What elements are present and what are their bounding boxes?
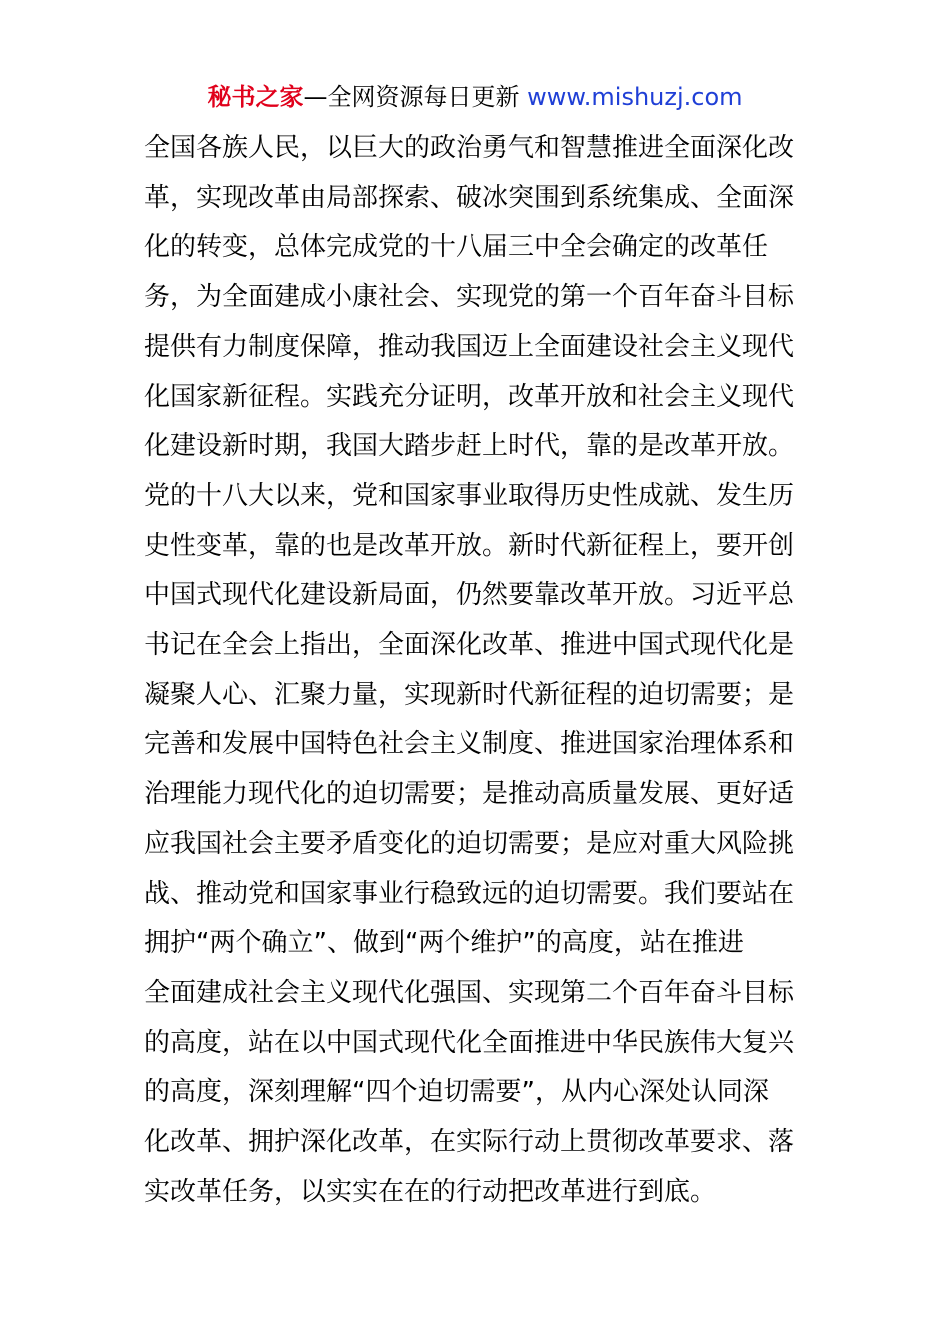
- text-line: 提供有力制度保障，推动我国迈上全面建设社会主义现代: [144, 331, 795, 362]
- page-header: [0, 80, 950, 114]
- text-line: 党的十八大以来，党和国家事业取得历史性成就、发生历: [144, 480, 795, 511]
- text-line: 的高度，站在以中国式现代化全面推进中华民族伟大复兴: [144, 1027, 795, 1058]
- text-line: 拥护“两个确立”、做到“两个维护”的高度，站在推进: [144, 928, 744, 959]
- text-line: 凝聚人心、汇聚力量，实现新时代新征程的迫切需要；是: [144, 679, 795, 710]
- text-line: 全国各族人民，以巨大的政治勇气和智慧推进全面深化改: [144, 133, 795, 163]
- text-line: 史性变革，靠的也是改革开放。新时代新征程上，要开创: [144, 530, 795, 561]
- text-line: 化建设新时期，我国大踏步赶上时代，靠的是改革开放。: [144, 431, 795, 462]
- text-line: 务，为全面建成小康社会、实现党的第一个百年奋斗目标: [144, 282, 795, 313]
- text-line: 全面建成社会主义现代化强国、实现第二个百年奋斗目标: [144, 977, 795, 1008]
- text-line: 化国家新征程。实践充分证明，改革开放和社会主义现代: [144, 381, 795, 412]
- site-url-link[interactable]: www.mishuzj.com: [527, 83, 743, 111]
- text-line: 治理能力现代化的迫切需要；是推动高质量发展、更好适: [144, 779, 795, 810]
- text-line: 化的转变，总体完成党的十八届三中全会确定的改革任: [144, 232, 769, 263]
- text-line: 实改革任务，以实实在在的行动把改革进行到底。: [144, 1176, 717, 1207]
- text-line: 完善和发展中国特色社会主义制度、推进国家治理体系和: [144, 729, 795, 760]
- text-line: 中国式现代化建设新局面，仍然要靠改革开放。习近平总: [144, 580, 795, 611]
- text-line: 书记在全会上指出，全面深化改革、推进中国式现代化是: [144, 630, 795, 661]
- document-body: [144, 124, 810, 1217]
- text-line: 战、推动党和国家事业行稳致远的迫切需要。我们要站在: [144, 878, 795, 909]
- header-tagline: —全网资源每日更新: [303, 83, 528, 111]
- text-line: 应我国社会主要矛盾变化的迫切需要；是应对重大风险挑: [144, 828, 795, 859]
- text-line: 化改革、拥护深化改革，在实际行动上贯彻改革要求、落: [144, 1127, 795, 1158]
- brand-name: 秘书之家: [207, 83, 304, 111]
- text-line: 革，实现改革由局部探索、破冰突围到系统集成、全面深: [144, 182, 795, 213]
- text-line: 的高度，深刻理解“四个迫切需要”，从内心深处认同深: [144, 1077, 769, 1108]
